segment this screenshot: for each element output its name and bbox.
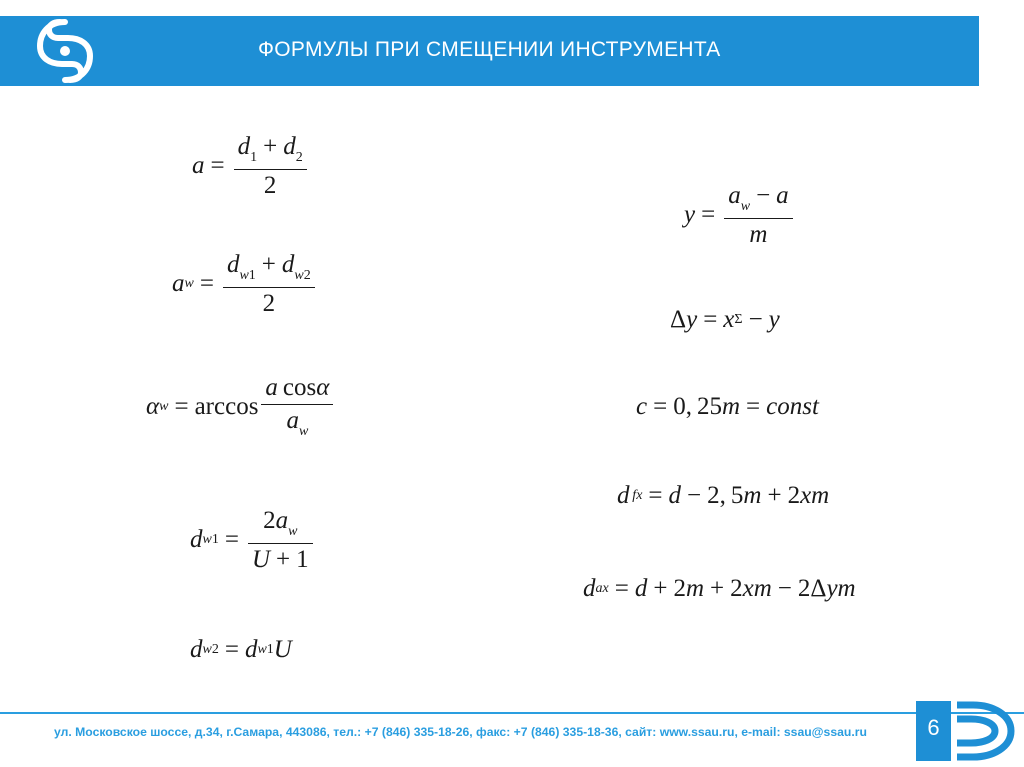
slide-title: ФОРМУЛЫ ПРИ СМЕЩЕНИИ ИНСТРУМЕНТА — [258, 38, 721, 61]
formula-working-diameter-2: d w 2 = d w 1 U — [190, 636, 292, 663]
formula-working-diameter-1: d w 1 = $\frac{2a_w}{U + 1}$ — [190, 508, 316, 573]
footer-address: ул. Московское шоссе, д.34, г.Самара, 443086, тел.: +7 (846) 335-18-26, факс: +7 (846) 335-18-36, сайт: www.ssau.ru, e-mail: ssau@ssau.ru — [54, 725, 867, 739]
formula-center-distance: a = $\frac{d_1 + d_2}{2}$ — [192, 134, 310, 199]
formula-root-diameter: d fx = d − 2, 5 m + 2 xm — [617, 482, 830, 509]
formula-working-center-distance: a w = $\frac{d_{w1} + d_{w2}}{2}$ — [172, 252, 318, 317]
ssau-logo-icon — [953, 699, 1019, 763]
footer-divider — [0, 712, 1024, 714]
formula-clearance: c = 0, 25 m = const — [636, 393, 819, 420]
formula-working-pressure-angle: α w = arccos $\frac{\text{a cosα}}{a_w}$ — [146, 375, 336, 440]
formula-delta-y: Δ y = x Σ − y — [670, 306, 780, 333]
page-number: 6 — [927, 715, 940, 740]
formula-tip-diameter: d ax = d + 2 m + 2 xm − 2Δ ym — [583, 575, 856, 602]
ssau-logo-icon — [34, 16, 96, 86]
formula-y-coefficient: y = $\frac{a_w - a}{m}$ — [684, 183, 796, 248]
